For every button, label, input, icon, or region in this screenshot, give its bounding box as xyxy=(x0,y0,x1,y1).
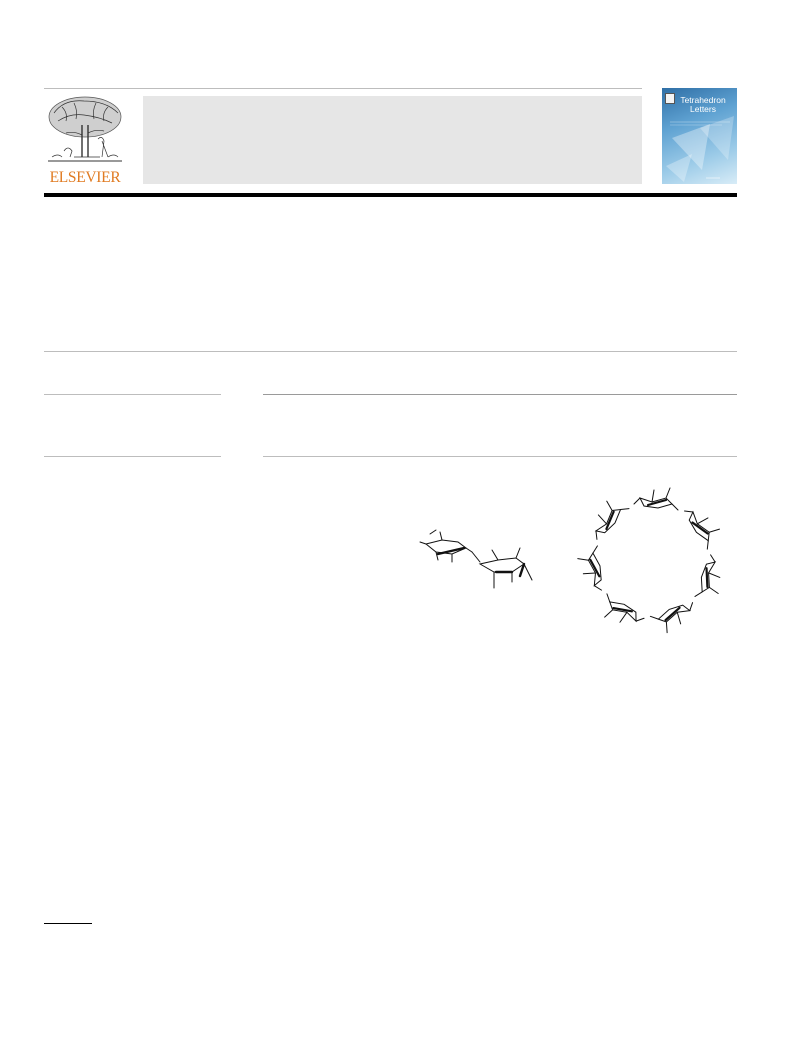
journal-cover-thumbnail[interactable] xyxy=(662,88,737,184)
header-top-rule xyxy=(44,88,642,89)
article-divider-rule xyxy=(44,351,737,352)
cover-journal-title xyxy=(672,96,734,114)
cyclodextrin-structure-icon xyxy=(400,472,740,647)
abstract-rule-top xyxy=(263,394,737,395)
elsevier-logo[interactable] xyxy=(44,95,126,187)
article-info-rule-top xyxy=(44,394,221,395)
elsevier-wordmark: ELSEVIER xyxy=(49,169,121,186)
macrocycle-icon xyxy=(576,488,726,636)
glucose-dimer-icon xyxy=(420,530,532,588)
graphical-abstract-structures xyxy=(400,472,740,647)
cover-title-line2: Letters xyxy=(690,104,716,114)
elsevier-tree-icon xyxy=(44,95,126,169)
article-info-rule-bottom xyxy=(44,456,221,457)
journal-header-band xyxy=(143,96,642,184)
footnote-rule xyxy=(44,923,92,924)
abstract-rule-bottom xyxy=(263,456,737,457)
cover-title-line1: Tetrahedron xyxy=(680,95,726,105)
header-thick-rule xyxy=(44,193,737,197)
